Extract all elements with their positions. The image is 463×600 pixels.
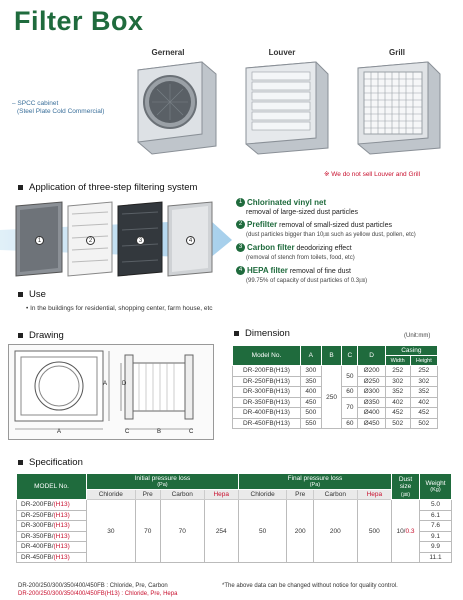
filter-name: HEPA filter	[247, 266, 288, 275]
spec-header-final-unit: (Pa)	[309, 482, 321, 488]
cell-weight: 9.1	[420, 531, 452, 542]
filter-name: Carbon filter	[247, 243, 295, 252]
spec-sub-hepa: Hepa	[357, 490, 391, 500]
model-h13: (H13)	[53, 511, 70, 519]
cell-a: 400	[300, 387, 321, 398]
cell-model	[17, 531, 87, 542]
footnote-line2: DR-200/250/300/350/400/450FB(H13) : Chloride, Pre, Hepa	[18, 591, 178, 597]
cell-model: DR-200FB(H13)	[233, 366, 301, 377]
spec-header-dust-unit: (㎛)	[400, 491, 411, 498]
model-h13: (H13)	[53, 553, 70, 561]
model-base: DR-200FB/	[21, 501, 54, 509]
model-h13: (H13)	[53, 543, 70, 551]
number-circle-icon: 1	[236, 198, 245, 207]
cell-width: 302	[385, 376, 410, 387]
spec-sub-carbon: Carbon	[160, 490, 204, 500]
dim-label-a-bottom: A	[57, 429, 62, 435]
filter-item-1	[236, 198, 461, 217]
dim-label-c-left: C	[125, 429, 130, 435]
cell-model: DR-450FB(H13)	[233, 418, 301, 429]
cell-height: 252	[410, 366, 437, 377]
cell-c: 50	[342, 366, 358, 387]
filter-desc: removal of small-sized dust particles	[277, 222, 392, 229]
filter-marker-3: 3	[136, 236, 145, 245]
dim-header-model: Model No.	[233, 346, 301, 366]
cell-model: DR-350FB(H13)	[233, 397, 301, 408]
filter-marker-2: 2	[86, 236, 95, 245]
filter-item-3	[236, 243, 461, 263]
cell-d: Ø200	[358, 366, 385, 377]
cell-d: Ø250	[358, 376, 385, 387]
model-h13: (H13)	[53, 532, 70, 540]
cell-model: DR-250FB(H13)	[233, 376, 301, 387]
dimension-table	[232, 345, 438, 429]
section-use	[18, 289, 46, 300]
cell-height: 352	[410, 387, 437, 398]
dim-header-casing: Casing	[385, 346, 437, 356]
spec-header-weight-label: Weight	[425, 480, 446, 487]
filter-marker-1: 1	[35, 236, 44, 245]
cell-model	[17, 510, 87, 521]
spec-header-final-label: Final pressure loss	[287, 475, 343, 482]
section-dimension-label: Dimension	[245, 328, 290, 339]
dim-label-a-side: A	[103, 381, 108, 387]
section-specification	[18, 457, 83, 468]
table-row	[17, 500, 452, 511]
page-title: Filter Box	[14, 6, 144, 36]
cell-model	[17, 521, 87, 532]
spec-header-model: MODEL No.	[17, 474, 87, 500]
technical-drawing	[8, 344, 214, 440]
cell-final-chloride: 50	[238, 500, 287, 563]
spec-header-initial-unit: (Pa)	[157, 482, 168, 488]
cell-dust-size	[392, 500, 420, 563]
cell-initial-hepa: 254	[204, 500, 238, 563]
number-circle-icon: 2	[236, 220, 245, 229]
cell-a: 450	[300, 397, 321, 408]
dim-header-d: D	[358, 346, 385, 366]
filter-marker-4: 4	[186, 236, 195, 245]
cell-d: Ø400	[358, 408, 385, 419]
section-specification-label: Specification	[29, 457, 83, 468]
sell-note: ※ We do not sell Louver and Grill	[324, 171, 421, 178]
cell-d: Ø350	[358, 397, 385, 408]
spec-header-dust-label: Dust size	[398, 475, 413, 490]
dust-hepa: 0.3	[405, 527, 415, 535]
dim-header-width: Width	[385, 356, 410, 366]
grill-box-image	[350, 60, 442, 158]
dim-header-b: B	[321, 346, 342, 366]
filter-item-2	[236, 220, 461, 240]
section-bullet-icon	[234, 331, 239, 336]
spec-header-final	[238, 474, 391, 490]
cell-final-pre: 200	[287, 500, 313, 563]
cell-a: 300	[300, 366, 321, 377]
spec-header-dust	[392, 474, 420, 500]
product-label-general: Gerneral	[151, 48, 185, 57]
dim-label-b: B	[157, 429, 162, 435]
dim-label-d: D	[122, 381, 127, 387]
cell-initial-carbon: 70	[160, 500, 204, 563]
section-bullet-icon	[18, 292, 23, 297]
cell-c: 70	[342, 397, 358, 418]
filter-item-4	[236, 266, 461, 286]
section-application-label: Application of three-step filtering system	[29, 182, 198, 193]
model-base: DR-300FB/	[21, 522, 54, 530]
number-circle-icon: 3	[236, 243, 245, 252]
section-dimension	[234, 328, 290, 339]
section-use-label: Use	[29, 289, 46, 300]
dust-base: 10/	[396, 527, 406, 535]
dim-header-height: Height	[410, 356, 437, 366]
cell-initial-chloride: 30	[87, 500, 136, 563]
product-label-grill: Grill	[388, 48, 405, 57]
dim-header-c: C	[342, 346, 358, 366]
section-bullet-icon	[18, 460, 23, 465]
footnote-disclaimer: *The above data can be changed without notice for quality control.	[222, 583, 398, 589]
filter-desc: removal of fine dust	[287, 268, 351, 275]
cell-weight: 7.6	[420, 521, 452, 532]
filter-desc: removal of large-sized dust particles	[246, 208, 359, 216]
cell-weight: 6.1	[420, 510, 452, 521]
footnote-models	[18, 582, 177, 598]
general-box-image	[128, 60, 218, 158]
product-label-louver: Louver	[268, 48, 296, 57]
spec-header-weight-unit: (Kg)	[430, 487, 441, 493]
cell-width: 502	[385, 418, 410, 429]
cabinet-note-line1: – SPCC cabinet	[12, 100, 59, 107]
cabinet-note-line2: (Steel Plate Cold Commercial)	[17, 108, 105, 115]
spec-sub-pre: Pre	[135, 490, 160, 500]
table-row	[233, 366, 438, 377]
spec-sub-carbon: Carbon	[313, 490, 357, 500]
filter-descriptions	[236, 198, 461, 286]
cell-model	[17, 552, 87, 563]
spec-header-initial-label: Initial pressure loss	[134, 475, 191, 482]
cell-model	[17, 500, 87, 511]
cell-weight: 5.0	[420, 500, 452, 511]
model-base: DR-450FB/	[21, 553, 54, 561]
cell-d: Ø450	[358, 418, 385, 429]
cell-weight: 11.1	[420, 552, 452, 563]
spec-header-initial	[87, 474, 239, 490]
cell-a: 350	[300, 376, 321, 387]
section-drawing	[18, 330, 64, 341]
cell-height: 502	[410, 418, 437, 429]
cell-model	[17, 542, 87, 553]
model-h13: (H13)	[53, 501, 70, 509]
cell-c: 60	[342, 418, 358, 429]
filter-illustration	[0, 200, 232, 280]
dim-header-a: A	[300, 346, 321, 366]
dimension-unit: (Unit:mm)	[404, 333, 431, 339]
model-base: DR-250FB/	[21, 511, 54, 519]
model-base: DR-400FB/	[21, 543, 54, 551]
cell-width: 252	[385, 366, 410, 377]
spec-sub-chloride: Chloride	[238, 490, 287, 500]
cell-height: 402	[410, 397, 437, 408]
spec-sub-chloride: Chloride	[87, 490, 136, 500]
section-bullet-icon	[18, 185, 23, 190]
cell-a: 550	[300, 418, 321, 429]
cell-width: 402	[385, 397, 410, 408]
filter-note: (99.75% of capacity of dust particles of 0.3㎛)	[246, 277, 368, 284]
cell-b: 250	[321, 366, 342, 429]
dim-label-c-right: C	[189, 429, 194, 435]
spec-sub-hepa: Hepa	[204, 490, 238, 500]
specification-table	[16, 473, 452, 563]
cabinet-note	[12, 100, 104, 116]
spec-sub-pre: Pre	[287, 490, 313, 500]
cell-model: DR-300FB(H13)	[233, 387, 301, 398]
cell-width: 352	[385, 387, 410, 398]
use-text: • In the buildings for residential, shopping center, farm house, etc	[26, 305, 213, 312]
filter-desc: deodorizing effect	[294, 245, 352, 252]
cell-height: 452	[410, 408, 437, 419]
cell-a: 500	[300, 408, 321, 419]
cell-weight: 9.9	[420, 542, 452, 553]
filter-note: (dust particles bigger than 10㎛ such as yellow dust, pollen, etc)	[246, 231, 416, 238]
filter-name: Prefilter	[247, 220, 278, 229]
cell-initial-pre: 70	[135, 500, 160, 563]
footnote-line1: DR-200/250/300/350/400/450FB : Chloride, Pre, Carbon	[18, 583, 168, 589]
filter-name: Chlorinated vinyl net	[247, 198, 327, 207]
spec-header-weight	[420, 474, 452, 500]
model-h13: (H13)	[53, 522, 70, 530]
filter-note: (removal of stench from toilets, food, etc)	[246, 254, 355, 261]
cell-final-carbon: 200	[313, 500, 357, 563]
cell-width: 452	[385, 408, 410, 419]
section-drawing-label: Drawing	[29, 330, 64, 341]
cell-model: DR-400FB(H13)	[233, 408, 301, 419]
louver-box-image	[238, 60, 330, 158]
model-base: DR-350FB/	[21, 532, 54, 540]
section-bullet-icon	[18, 333, 23, 338]
cell-height: 302	[410, 376, 437, 387]
cell-c: 60	[342, 387, 358, 398]
section-application	[18, 182, 197, 193]
cell-d: Ø300	[358, 387, 385, 398]
cell-final-hepa: 500	[357, 500, 391, 563]
number-circle-icon: 4	[236, 266, 245, 275]
